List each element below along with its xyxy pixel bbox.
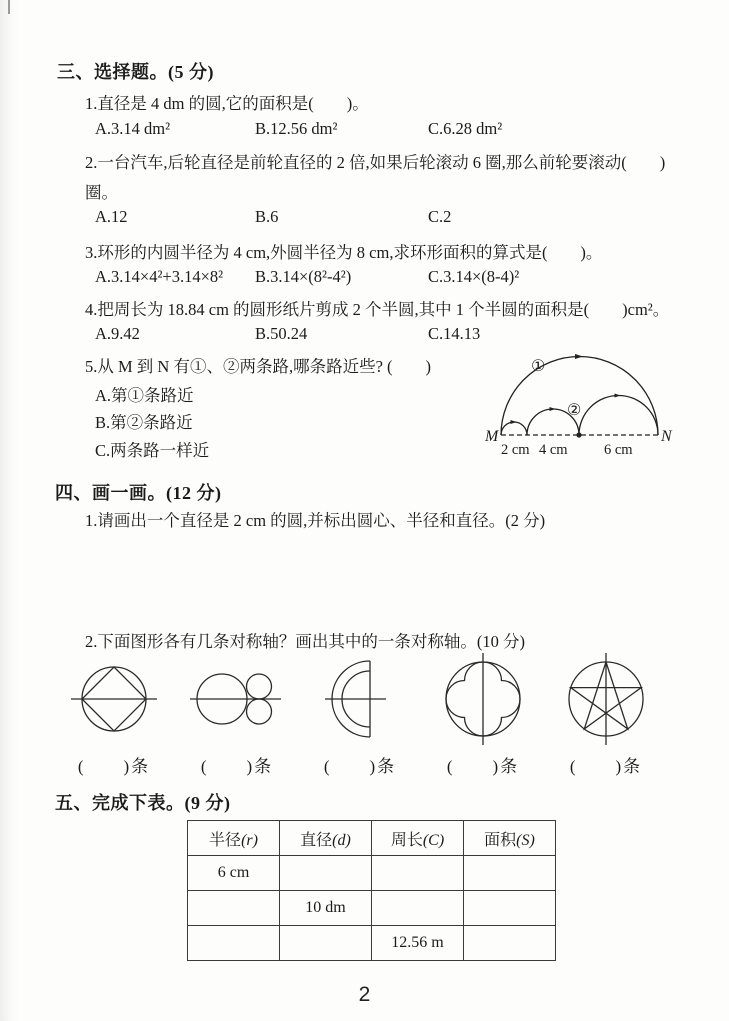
table-row: [188, 926, 556, 961]
section4-heading: 四、画一画。(12 分): [55, 483, 222, 503]
diagram-point-m-label: M: [485, 428, 499, 445]
section4-q2-text: 2.下面图形各有几条对称轴？画出其中的一条对称轴。(10 分): [85, 632, 525, 651]
q5-option-a: A.第①条路近: [95, 386, 194, 405]
q1-options: [0, 119, 729, 141]
diagram-seg3-label: 6 cm: [604, 442, 633, 458]
q1-option-b: B.12.56 dm²: [255, 119, 338, 138]
q2-options: [0, 207, 729, 229]
circle-inscribed-square-figure: [58, 650, 170, 748]
symmetry-shapes-row: [58, 650, 662, 777]
table-header-row: [188, 821, 556, 856]
table-row: [188, 891, 556, 926]
section3-heading: 三、选择题。(5 分): [57, 62, 214, 82]
shape-cell-3: [304, 650, 416, 777]
cell-blank: [464, 926, 556, 961]
q4-options: [0, 324, 729, 346]
table-row: [188, 856, 556, 891]
q3-option-b: B.3.14×(8²-4²): [255, 267, 352, 286]
diagram-route2-arc-2cm: [501, 422, 527, 435]
diagram-arrowhead-4cm: [550, 407, 556, 411]
q5-text: 5.从 M 到 N 有①、②两条路,哪条路近些? ( ): [85, 357, 432, 376]
q4-option-a: A.9.42: [95, 324, 140, 343]
q3-option-c: C.3.14×(8-4)²: [428, 267, 520, 286]
diagram-arrowhead-route1: [575, 354, 583, 359]
cell-circumference-given: 12.56 m: [372, 926, 464, 961]
cell-blank: [372, 891, 464, 926]
diagram-route2-arc-6cm: [579, 396, 658, 436]
diagram-arrowhead-2cm: [511, 420, 517, 424]
diagram-center-dot: [576, 432, 581, 437]
q4-text: 4.把周长为 18.84 cm 的圆形纸片剪成 2 个半圆,其中 1 个半圆的面积是( )cm²。: [85, 300, 670, 319]
shape4-answer-blank: ( )条: [446, 757, 520, 776]
q2-option-c: C.2: [428, 207, 452, 226]
cell-blank: [280, 926, 372, 961]
q2-option-a: A.12: [95, 207, 128, 226]
cell-blank: [188, 926, 280, 961]
diagram-seg2-label: 4 cm: [539, 442, 568, 458]
q2-text: 2.一台汽车,后轮直径是前轮直径的 2 倍,如果后轮滚动 6 圈,那么前轮要滚动( ): [85, 153, 666, 172]
header-circumference: 周长(C): [372, 821, 464, 856]
cell-diameter-given: 10 dm: [280, 891, 372, 926]
q4-option-c: C.14.13: [428, 324, 481, 343]
section5-heading: 五、完成下表。(9 分): [55, 793, 231, 813]
header-radius: 半径(r): [188, 821, 280, 856]
shape2-answer-blank: ( )条: [200, 757, 274, 776]
circle-with-quatrefoil-figure: [427, 650, 539, 748]
shape5-answer-blank: ( )条: [569, 757, 643, 776]
q2-text-continuation: 圈。: [85, 183, 118, 202]
q3-option-a: A.3.14×4²+3.14×8²: [95, 267, 224, 286]
diagram-route1-big-semicircle: [501, 357, 658, 436]
cell-blank: [280, 856, 372, 891]
cell-blank: [188, 891, 280, 926]
section4-q1-text: 1.请画出一个直径是 2 cm 的圆,并标出圆心、半径和直径。(2 分): [85, 511, 546, 530]
q5-option-b: B.第②条路近: [95, 413, 193, 432]
q2-option-b: B.6: [255, 207, 279, 226]
cell-blank: [464, 891, 556, 926]
q5-option-c: C.两条路一样近: [95, 441, 210, 460]
page-number: 2: [358, 983, 371, 1006]
shape-cell-1: [58, 650, 170, 777]
diagram-route1-label: ①: [531, 358, 546, 375]
shape-cell-4: [427, 650, 539, 777]
header-diameter: 直径(d): [280, 821, 372, 856]
cell-blank: [372, 856, 464, 891]
header-area: 面积(S): [464, 821, 556, 856]
q1-option-c: C.6.28 dm²: [428, 119, 503, 138]
q5-routes-diagram: [483, 347, 685, 469]
q4-option-b: B.50.24: [255, 324, 308, 343]
q3-options: [0, 267, 729, 289]
concentric-semicircles-figure: [304, 650, 416, 748]
circle-with-pentagram-figure: [550, 650, 662, 748]
diagram-route2-label: ②: [567, 402, 582, 419]
diagram-point-n-label: N: [661, 428, 672, 445]
shape-cell-2: [181, 650, 293, 777]
shape1-answer-blank: ( )条: [77, 757, 151, 776]
diagram-arrowhead-6cm: [615, 394, 621, 398]
cell-blank: [464, 856, 556, 891]
q1-option-a: A.3.14 dm²: [95, 119, 171, 138]
scan-artifact-line: [8, 0, 10, 14]
shape-cell-5: [550, 650, 662, 777]
shape3-answer-blank: ( )条: [323, 757, 397, 776]
q3-text: 3.环形的内圆半径为 4 cm,外圆半径为 8 cm,求环形面积的算式是( )。: [85, 243, 603, 262]
circle-with-two-small-circles-figure: [181, 650, 293, 748]
diagram-seg1-label: 2 cm: [501, 442, 530, 458]
q1-text: 1.直径是 4 dm 的圆,它的面积是( )。: [85, 94, 369, 113]
circle-values-table: [187, 820, 556, 961]
cell-radius-given: 6 cm: [188, 856, 280, 891]
